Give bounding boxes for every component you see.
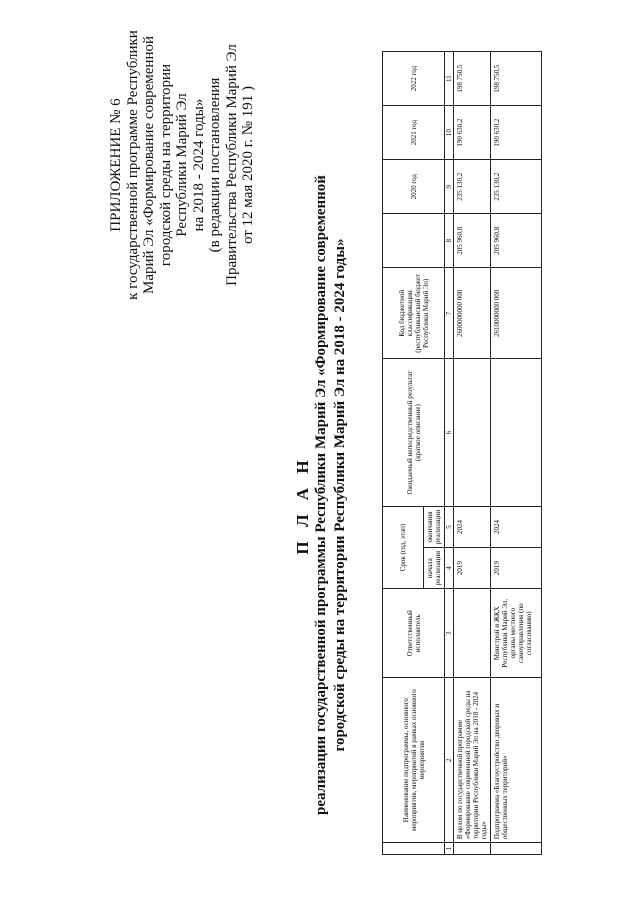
cell-start: 2019 [454,548,491,589]
col-number: 8 [445,214,454,268]
plan-title: П Л А Н [293,455,312,555]
cell-v9: 235 130,2 [491,160,542,214]
col-number: 9 [445,160,454,214]
appendix-line: Марий Эл «Формирование современной [141,35,157,295]
header-term-end: окончания реализации [424,506,445,547]
header-result: Ожидаемый непосредственный результат (краткое описание) [383,359,445,506]
appendix-block [108,5,257,325]
cell-name: Подпрограмма «Благоустройство дворовых и общественных территорий» [491,678,542,843]
header-2020: 2020 год [383,160,445,214]
cell-code: 2600000000 000 [454,268,491,359]
appendix-line: к государственной программе Республики [124,30,141,300]
col-number: 11 [445,52,454,106]
col-number: 5 [445,506,454,547]
cell-end: 2024 [491,506,542,547]
header-2021: 2021 год [383,106,445,160]
col-number: 4 [445,548,454,589]
header-name: Наименование подпрограммы, основного мероприятия, мероприятий в рамках основного мероприятия [383,678,445,843]
header-term: Срок (год, этап) [383,506,424,588]
cell-v8: 205 960,8 [491,214,542,268]
appendix-line: городской среды на территории [157,63,174,267]
col-number: 2 [445,678,454,843]
plan-table [382,51,542,855]
cell-start: 2019 [491,548,542,589]
plan-subtitle-line: городской среды на территории Республики Марий Эл на 2018 - 2024 годы» [332,238,348,752]
cell-end: 2024 [454,506,491,547]
appendix-line: на 2018 - 2024 годы» [190,98,207,232]
table-row [454,52,491,855]
cell-result [454,359,491,506]
col-number: 7 [445,268,454,359]
cell-v9: 235 130,2 [454,160,491,214]
cell-result [491,359,542,506]
appendix-line: (в редакции постановления [207,77,223,253]
header-executor: Ответственный исполнитель [383,589,445,678]
cell-num [454,843,491,855]
cell-v10: 190 630,2 [491,106,542,160]
header-num [383,843,445,855]
cell-name: В целом по государственной программе «Формирование современной городской среды на территории Республики Марий Эл на 2018 - 2024 годы» [454,678,491,843]
cell-v11: 198 750,5 [491,52,542,106]
col-number: 10 [445,106,454,160]
col-number: 6 [445,359,454,506]
header-code: Код бюджетной классификации (республиканский бюджет Республики Марий Эл) [383,268,445,359]
header-2022: 2022 год [383,52,445,106]
cell-v11: 198 750,5 [454,52,491,106]
appendix-line: ПРИЛОЖЕНИЕ № 6 [108,98,124,232]
cell-v10: 190 630,2 [454,106,491,160]
col-number: 1 [445,843,454,855]
cell-code: 2610000000 000 [491,268,542,359]
header-empty [383,214,445,268]
cell-executor [454,589,491,678]
cell-executor: Минстрой и ЖКХ Республики Марий Эл, органы местного самоуправления (по согласованию) [491,589,542,678]
cell-v8: 205 960,8 [454,214,491,268]
cell-num [491,843,542,855]
appendix-line: от 12 мая 2020 г. № 191 ) [240,85,256,245]
table-row [491,52,542,855]
plan-subtitle-line: реализации государственной программы Республики Марий Эл «Формирование современной [313,175,329,815]
col-number: 3 [445,589,454,678]
header-term-start: начала реализации [424,548,445,589]
plan-subtitle [312,145,350,845]
appendix-line: Правительства Республики Марий Эл [223,44,240,286]
appendix-line: Республики Марий Эл [174,93,190,237]
